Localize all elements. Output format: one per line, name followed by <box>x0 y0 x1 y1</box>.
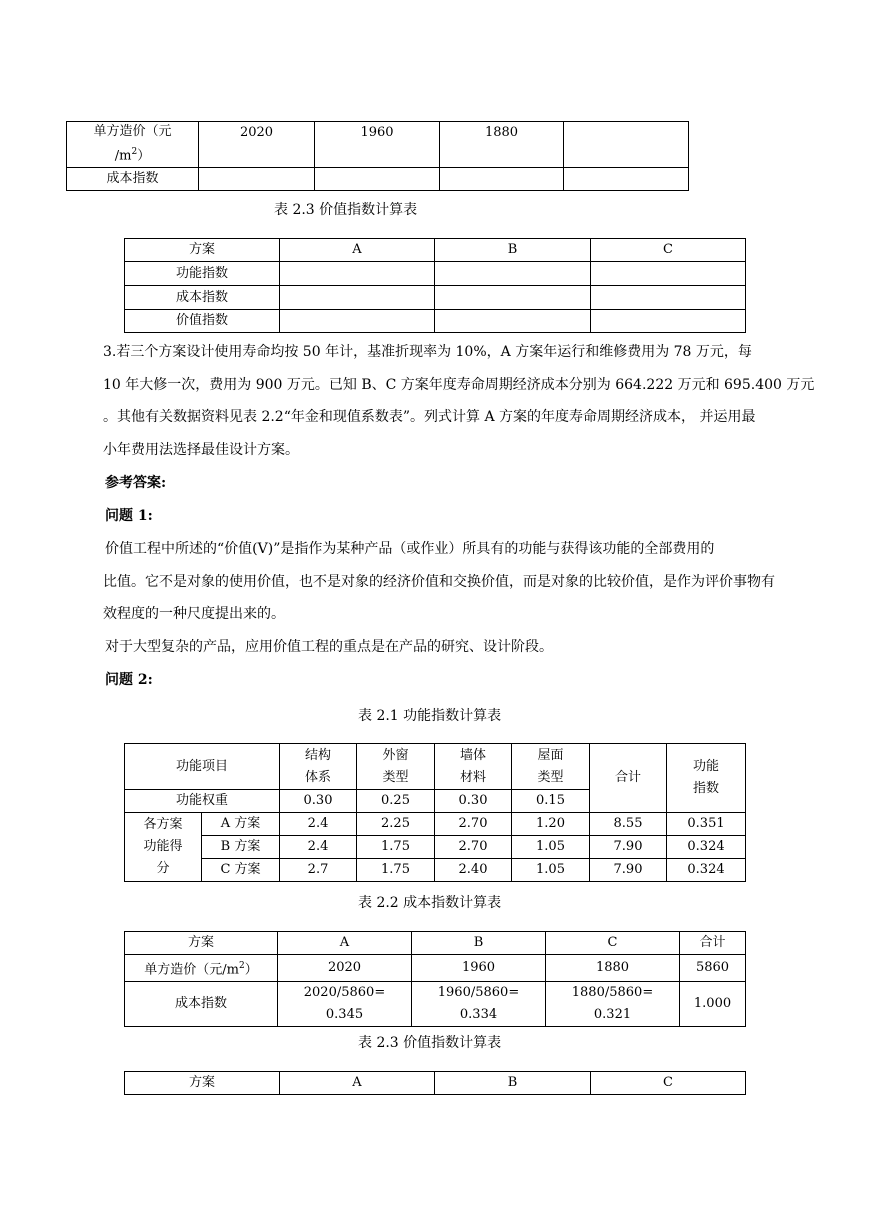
group-label: 各方案 功能得 分 <box>125 813 202 882</box>
row-label: 成本指数 <box>125 286 280 310</box>
caption-table-2-2: 表 2.2 成本指数计算表 <box>358 895 502 911</box>
empty-cell <box>591 262 746 286</box>
header-scheme: 方案 <box>125 239 280 262</box>
header-scheme: 方案 <box>125 1072 280 1095</box>
unit-price-label: 单方造价（元$/m^2$） <box>125 955 278 982</box>
header-c: C <box>591 1072 746 1095</box>
function-index: 0.351 <box>667 813 746 836</box>
score: 1.75 <box>357 836 435 859</box>
empty-cell <box>199 168 315 191</box>
score: 1.75 <box>357 859 435 882</box>
header-window: 外窗 类型 <box>357 744 435 790</box>
q1-paragraph-line-1: 价值工程中所述的“价值(V)”是指作为某种产品（或作业）所具有的功能与获得该功能的全部费用的 <box>105 541 715 557</box>
header-roof: 屋面 类型 <box>512 744 590 790</box>
price-a: 2020 <box>199 122 315 168</box>
header-wall: 墙体 材料 <box>435 744 512 790</box>
q1-paragraph-line-3: 效程度的一种尺度提出来的。 <box>103 606 285 622</box>
scheme-name: C 方案 <box>202 859 280 882</box>
empty-cell <box>280 286 435 310</box>
cost-index-a: 2020/5860= 0.345 <box>278 982 412 1027</box>
header-a: A <box>280 1072 435 1095</box>
value-index-table <box>124 1071 746 1095</box>
price-a: 2020 <box>278 955 412 982</box>
scheme-name: A 方案 <box>202 813 280 836</box>
empty-cell <box>280 310 435 333</box>
score: 2.70 <box>435 813 512 836</box>
header-b: B <box>435 239 591 262</box>
cost-index-total: 1.000 <box>680 982 746 1027</box>
price-total: 5860 <box>680 955 746 982</box>
total: 7.90 <box>590 836 667 859</box>
empty-cell <box>315 168 440 191</box>
function-index: 0.324 <box>667 859 746 882</box>
empty-cell <box>435 262 591 286</box>
caption-table-2-3-b: 表 2.3 价值指数计算表 <box>358 1035 502 1051</box>
empty-cell <box>440 168 564 191</box>
empty-cell <box>435 310 591 333</box>
value-index-table-empty <box>124 238 746 333</box>
header-a: A <box>278 932 412 955</box>
function-index-table <box>124 743 746 882</box>
cost-table-partial <box>66 121 689 191</box>
cost-index-label: 成本指数 <box>67 168 199 191</box>
empty-cell <box>280 262 435 286</box>
unit-price-label: 单方造价（元 $/m^2$） <box>67 122 199 168</box>
weight-value: 0.25 <box>357 790 435 813</box>
scheme-name: B 方案 <box>202 836 280 859</box>
cost-index-c: 1880/5860= 0.321 <box>546 982 680 1027</box>
header-total: 合计 <box>680 932 746 955</box>
header-b: B <box>412 932 546 955</box>
header-function-index: 功能 指数 <box>667 744 746 813</box>
caption-table-2-3: 表 2.3 价值指数计算表 <box>274 202 418 218</box>
weight-value: 0.15 <box>512 790 590 813</box>
question-3-line-4: 小年费用法选择最佳设计方案。 <box>103 442 299 458</box>
score: 2.4 <box>280 813 357 836</box>
function-index: 0.324 <box>667 836 746 859</box>
weight-label: 功能权重 <box>125 790 280 813</box>
cost-index-label: 成本指数 <box>125 982 278 1027</box>
weight-value: 0.30 <box>280 790 357 813</box>
row-label: 价值指数 <box>125 310 280 333</box>
header-c: C <box>591 239 746 262</box>
empty-cell <box>591 310 746 333</box>
empty-cell <box>564 168 689 191</box>
score: 1.05 <box>512 859 590 882</box>
q1-paragraph-2: 对于大型复杂的产品，应用价值工程的重点是在产品的研究、设计阶段。 <box>105 639 553 655</box>
q2-heading: 问题 2: <box>105 672 153 688</box>
score: 2.4 <box>280 836 357 859</box>
cost-index-b: 1960/5860= 0.334 <box>412 982 546 1027</box>
score: 2.70 <box>435 836 512 859</box>
header-a: A <box>280 239 435 262</box>
caption-table-2-1: 表 2.1 功能指数计算表 <box>358 708 502 724</box>
row-label: 功能指数 <box>125 262 280 286</box>
price-c: 1880 <box>546 955 680 982</box>
empty-cell <box>435 286 591 310</box>
header-total: 合计 <box>590 744 667 813</box>
header-c: C <box>546 932 680 955</box>
price-b: 1960 <box>412 955 546 982</box>
header-function-item: 功能项目 <box>125 744 280 790</box>
score: 2.25 <box>357 813 435 836</box>
score: 1.05 <box>512 836 590 859</box>
price-total <box>564 122 689 168</box>
empty-cell <box>591 286 746 310</box>
q1-heading: 问题 1: <box>105 508 153 524</box>
question-3-line-2: 10 年大修一次，费用为 900 万元。已知 B、C 方案年度寿命周期经济成本分别为 664.222 万元和 695.400 万元 <box>103 377 815 393</box>
q1-paragraph-line-2: 比值。它不是对象的使用价值，也不是对象的经济价值和交换价值，而是对象的比较价值，是作为评价事物有 <box>103 574 775 590</box>
answer-heading: 参考答案: <box>105 475 167 491</box>
total: 8.55 <box>590 813 667 836</box>
weight-value: 0.30 <box>435 790 512 813</box>
header-structure: 结构 体系 <box>280 744 357 790</box>
header-scheme: 方案 <box>125 932 278 955</box>
price-c: 1880 <box>440 122 564 168</box>
cost-index-table <box>124 931 746 1027</box>
question-3-line-3: 。其他有关数据资料见表 2.2“年金和现值系数表”。列式计算 A 方案的年度寿命周期经济成本， 并运用最 <box>103 409 756 425</box>
header-b: B <box>435 1072 591 1095</box>
question-3-line-1: 3.若三个方案设计使用寿命均按 50 年计，基准折现率为 10%，A 方案年运行和维修费用为 78 万元，每 <box>103 344 752 360</box>
total: 7.90 <box>590 859 667 882</box>
score: 2.40 <box>435 859 512 882</box>
score: 2.7 <box>280 859 357 882</box>
price-b: 1960 <box>315 122 440 168</box>
score: 1.20 <box>512 813 590 836</box>
